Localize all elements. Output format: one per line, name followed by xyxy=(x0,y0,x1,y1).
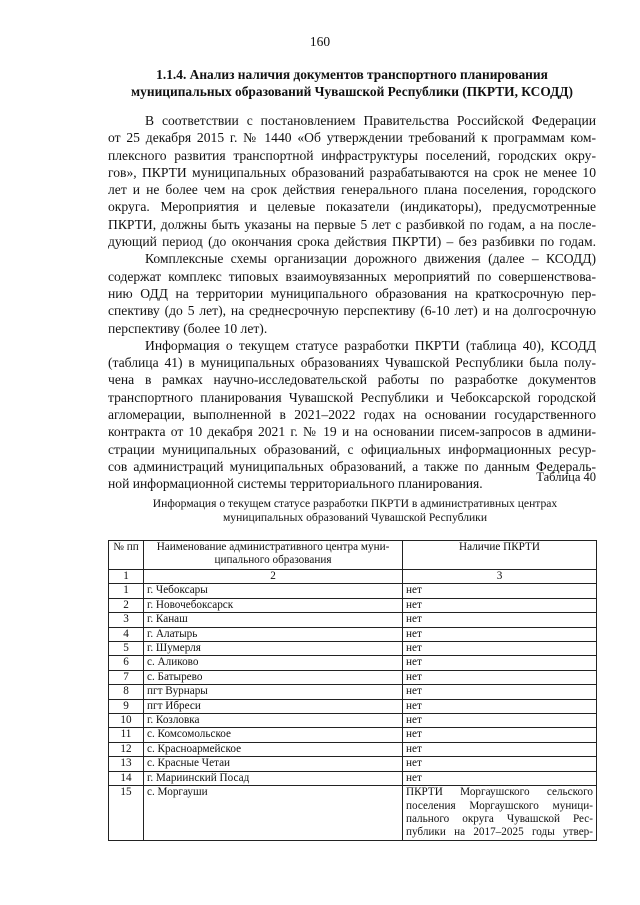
text-line: от 25 декабря 2015 г. № 1440 «Об утверждении требований к программам ком- xyxy=(108,130,596,146)
text-line: В соответствии с постановлением Правительства Российской Федерации xyxy=(145,113,596,128)
row-number: 9 xyxy=(109,699,144,713)
row-center-name: г. Шумерля xyxy=(144,642,403,656)
row-pkrti-status: нет xyxy=(403,742,597,756)
row-pkrti-status: нет xyxy=(403,771,597,785)
text-line: Комплексные схемы организации дорожного движения (далее – КСОДД) xyxy=(145,251,596,267)
text-line: страции муниципальных образований, с официальных информационных ресур- xyxy=(108,441,596,457)
row-number: 4 xyxy=(109,627,144,641)
row-pkrti-status: нет xyxy=(403,598,597,612)
row-pkrti-status: нет xyxy=(403,613,597,627)
table-row xyxy=(109,670,597,684)
row-pkrti-status: нет xyxy=(403,714,597,728)
pkrti-status-table xyxy=(108,540,597,841)
row-number: 8 xyxy=(109,685,144,699)
row-number: 3 xyxy=(109,613,144,627)
table-row xyxy=(109,742,597,756)
table-row xyxy=(109,656,597,670)
numbering-cell: 3 xyxy=(403,570,597,584)
row-center-name: г. Мариинский Посад xyxy=(144,771,403,785)
row-center-name: пгт Вурнары xyxy=(144,685,403,699)
status-line: публики на 2017–2025 годы утвер- xyxy=(406,826,593,839)
row-center-name: с. Комсомольское xyxy=(144,728,403,742)
table-numbering-row xyxy=(109,570,597,584)
paragraph-2 xyxy=(108,250,596,336)
row-number: 10 xyxy=(109,714,144,728)
text-line: ПКРТИ, должны быть указаны на первые 5 лет с разбивкой по годам, а на после- xyxy=(108,216,596,232)
table-row xyxy=(109,613,597,627)
text-line: Информация о текущем статусе разработки ПКРТИ (таблица 40), КСОДД xyxy=(145,337,596,353)
table-row xyxy=(109,627,597,641)
row-pkrti-status: нет xyxy=(403,584,597,598)
row-number: 15 xyxy=(109,786,144,841)
table-caption xyxy=(120,497,590,525)
row-center-name: с. Красноармейское xyxy=(144,742,403,756)
table-row xyxy=(109,685,597,699)
row-number: 5 xyxy=(109,642,144,656)
header-number: № пп xyxy=(109,541,144,570)
text-line: плексного развития транспортной инфраструктуры поселений, городских окру- xyxy=(108,147,596,163)
text-line: сов администраций муниципальных образований, а также по данным Федераль- xyxy=(108,458,596,474)
text-line: спективу (до 5 лет), на среднесрочную перспективу (6-10 лет) и на долгосрочную xyxy=(108,303,596,319)
text-line: дующий период (до окончания срока действия ПКРТИ) – без разбивки по годам. xyxy=(108,234,596,250)
numbering-cell: 1 xyxy=(109,570,144,584)
header-center-name xyxy=(144,541,403,570)
row-center-name: г. Алатырь xyxy=(144,627,403,641)
section-title-line: 1.1.4. Анализ наличия документов транспортного планирования xyxy=(156,67,548,82)
row-center-name: с. Аликово xyxy=(144,656,403,670)
header-center-line: Наименование административного центра муни- xyxy=(156,541,390,553)
header-center-line: ципального образования xyxy=(214,554,332,567)
paragraph-1 xyxy=(108,112,596,250)
row-pkrti-status: нет xyxy=(403,670,597,684)
status-line: поселения Моргаушского муници- xyxy=(406,799,593,812)
text-line: (таблица 41) в муниципальных образованиях Чувашской Республики была полу- xyxy=(108,355,596,371)
table-row xyxy=(109,728,597,742)
text-line: округа. Мероприятия и целевые показатели (индикаторы), предусмотренные xyxy=(108,199,596,215)
table-row xyxy=(109,699,597,713)
table-header-row xyxy=(109,541,597,570)
row-center-name: г. Чебоксары xyxy=(144,584,403,598)
row-center-name: с. Моргауши xyxy=(144,786,403,841)
row-number: 1 xyxy=(109,584,144,598)
row-number: 11 xyxy=(109,728,144,742)
row-number: 7 xyxy=(109,670,144,684)
status-line: ПКРТИ Моргаушского сельского xyxy=(406,786,593,799)
table-label: Таблица 40 xyxy=(536,470,596,484)
paragraph-3 xyxy=(108,337,596,493)
text-line: чена в рамках научно-исследовательской работы по разработке документов xyxy=(108,372,596,388)
table-caption-line: муниципальных образований Чувашской Республики xyxy=(222,511,488,524)
row-number: 2 xyxy=(109,598,144,612)
text-line: контракта от 10 декабря 2021 г. № 19 и на основании писем-запросов в админи- xyxy=(108,424,596,440)
table-row xyxy=(109,598,597,612)
row-pkrti-status: нет xyxy=(403,656,597,670)
section-title xyxy=(108,66,596,100)
text-line: гов», ПКРТИ муниципальных образований разрабатываются на срок не менее 10 xyxy=(108,164,596,180)
page-number: 160 xyxy=(309,34,331,49)
row-center-name: г. Козловка xyxy=(144,714,403,728)
table-row xyxy=(109,771,597,785)
row-number: 6 xyxy=(109,656,144,670)
row-number: 12 xyxy=(109,742,144,756)
text-line: нию ОДД на территории муниципального образования на краткосрочную пер- xyxy=(108,285,596,301)
text-line: содержат комплекс типовых взаимоувязанных мероприятий по совершенствова- xyxy=(108,268,596,284)
row-pkrti-status: нет xyxy=(403,685,597,699)
row-pkrti-status xyxy=(403,786,597,841)
text-line: лет и не более чем на срок действия генерального плана поселения, городского xyxy=(108,182,596,198)
status-line: пального округа Чувашской Рес- xyxy=(406,812,593,825)
text-line: ной информационной системы территориального планирования. xyxy=(108,476,483,492)
row-pkrti-status: нет xyxy=(403,699,597,713)
row-center-name: пгт Ибреси xyxy=(144,699,403,713)
numbering-cell: 2 xyxy=(144,570,403,584)
row-pkrti-status: нет xyxy=(403,757,597,771)
table-caption-line: Информация о текущем статусе разработки ПКРТИ в административных центрах xyxy=(152,497,558,510)
table-row xyxy=(109,714,597,728)
row-center-name: г. Новочебоксарск xyxy=(144,598,403,612)
table-row xyxy=(109,786,597,841)
table-row xyxy=(109,757,597,771)
text-line: перспективу (более 10 лет). xyxy=(108,320,268,336)
row-center-name: г. Канаш xyxy=(144,613,403,627)
row-center-name: с. Батырево xyxy=(144,670,403,684)
body-text xyxy=(108,112,596,493)
text-line: агломерации, выполненной в 2021–2022 годах на основании государственного xyxy=(108,407,596,423)
section-title-line: муниципальных образований Чувашской Республики (ПКРТИ, КСОДД) xyxy=(131,84,573,99)
row-number: 13 xyxy=(109,757,144,771)
text-line: транспортного планирования Чувашской Республики и Чебоксарской городской xyxy=(108,389,596,405)
row-pkrti-status: нет xyxy=(403,642,597,656)
header-pkrti: Наличие ПКРТИ xyxy=(403,541,597,570)
row-number: 14 xyxy=(109,771,144,785)
row-pkrti-status: нет xyxy=(403,728,597,742)
table-row xyxy=(109,584,597,598)
row-center-name: с. Красные Четаи xyxy=(144,757,403,771)
row-pkrti-status: нет xyxy=(403,627,597,641)
table-row xyxy=(109,642,597,656)
